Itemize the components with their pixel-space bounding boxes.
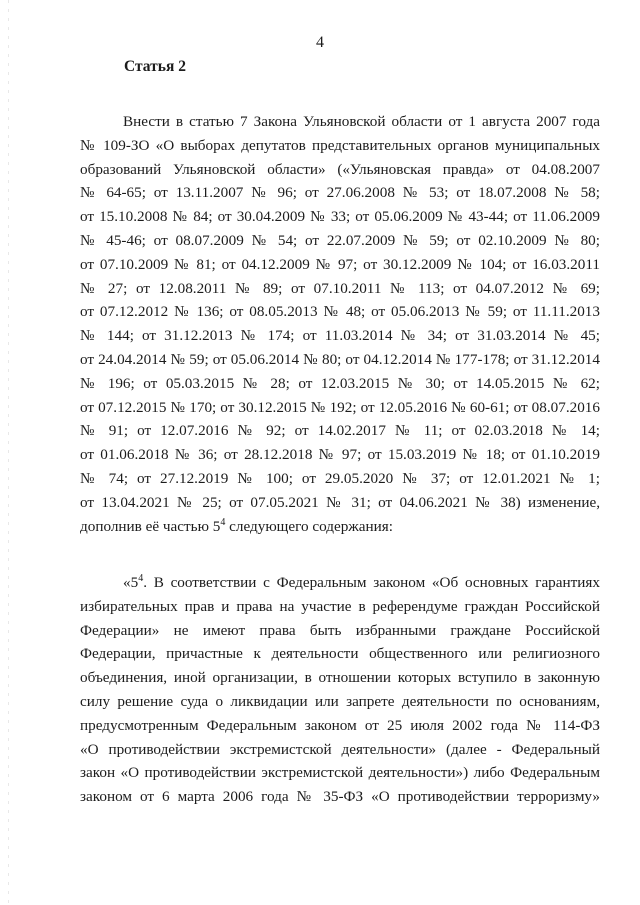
text-line: Внести в статью 7 Закона Ульяновской области от 1 августа 2007 года xyxy=(123,113,600,130)
text-line: № 45-46; от 08.07.2009 № 54; от 22.07.2009 № 59; от 02.10.2009 № 80; xyxy=(80,231,600,249)
paragraph-amendment-intro xyxy=(80,110,600,538)
text-line-final xyxy=(80,515,600,539)
final-line-suffix: следующего содержания: xyxy=(225,517,393,535)
text-line: «О противодействии экстремистской деятельности» (далее - Федеральный xyxy=(80,740,600,758)
first-line-suffix: . В соответствии с Федеральным законом «Об основных гарантиях xyxy=(143,574,600,591)
text-line: № 109-ЗО «О выборах депутатов представительных органов муниципальных xyxy=(80,136,600,154)
text-line: объединения, иной организации, в отношении которых вступило в законную xyxy=(80,669,600,687)
text-line: образований Ульяновской области» («Ульяновская правда» от 04.08.2007 xyxy=(80,160,600,178)
final-line-prefix: дополнив её частью 5 xyxy=(80,517,221,535)
article-heading: Статья 2 xyxy=(124,58,186,75)
text-line: № 64-65; от 13.11.2007 № 96; от 27.06.2008 № 53; от 18.07.2008 № 58; xyxy=(80,184,600,202)
text-line: Федерации» не имеют права быть избранными граждане Российской xyxy=(80,621,600,639)
first-line-prefix: «5 xyxy=(123,574,139,591)
superscript: 4 xyxy=(138,572,144,584)
text-line: законом от 6 марта 2006 года № 35-ФЗ «О противодействии терроризму» xyxy=(80,788,600,806)
scan-edge-marks xyxy=(8,0,9,905)
text-line: избирательных прав и права на участие в референдуме граждан Российской xyxy=(80,597,600,615)
paragraph-new-part xyxy=(80,571,600,809)
text-line: от 07.12.2012 № 136; от 08.05.2013 № 48; от 05.06.2013 № 59; от 11.11.2013 xyxy=(80,303,600,321)
text-line: № 144; от 31.12.2013 № 174; от 11.03.2014 № 34; от 31.03.2014 № 45; xyxy=(80,327,600,345)
text-line-first xyxy=(80,571,600,595)
superscript: 4 xyxy=(220,516,226,528)
text-line: Федерации, причастные к деятельности общественного или религиозного xyxy=(80,645,600,663)
text-line: от 24.04.2014 № 59; от 05.06.2014 № 80; от 04.12.2014 № 177-178; от 31.12.2014 xyxy=(80,350,600,368)
text-line: № 27; от 12.08.2011 № 89; от 07.10.2011 № 113; от 04.07.2012 № 69; xyxy=(80,279,600,297)
text-line: № 91; от 12.07.2016 № 92; от 14.02.2017 № 11; от 02.03.2018 № 14; xyxy=(80,422,600,440)
text-line: от 07.12.2015 № 170; от 30.12.2015 № 192; от 12.05.2016 № 60-61; от 08.07.2016 xyxy=(80,398,600,416)
text-line: от 13.04.2021 № 25; от 07.05.2021 № 31; от 04.06.2021 № 38) изменение, xyxy=(80,493,600,511)
text-line: предусмотренным Федеральным законом от 25 июля 2002 года № 114-ФЗ xyxy=(80,716,600,734)
text-line: закон «О противодействии экстремистской деятельности») либо Федеральным xyxy=(80,764,600,782)
text-line: силу решение суда о ликвидации или запрете деятельности по основаниям, xyxy=(80,692,600,710)
page-number: 4 xyxy=(316,34,324,51)
text-line: № 74; от 27.12.2019 № 100; от 29.05.2020 № 37; от 12.01.2021 № 1; xyxy=(80,469,600,487)
text-line: № 196; от 05.03.2015 № 28; от 12.03.2015 № 30; от 14.05.2015 № 62; xyxy=(80,374,600,392)
text-line: от 15.10.2008 № 84; от 30.04.2009 № 33; от 05.06.2009 № 43-44; от 11.06.2009 xyxy=(80,208,600,226)
text-line: от 01.06.2018 № 36; от 28.12.2018 № 97; от 15.03.2019 № 18; от 01.10.2019 xyxy=(80,446,600,464)
text-line: от 07.10.2009 № 81; от 04.12.2009 № 97; от 30.12.2009 № 104; от 16.03.2011 xyxy=(80,255,600,273)
